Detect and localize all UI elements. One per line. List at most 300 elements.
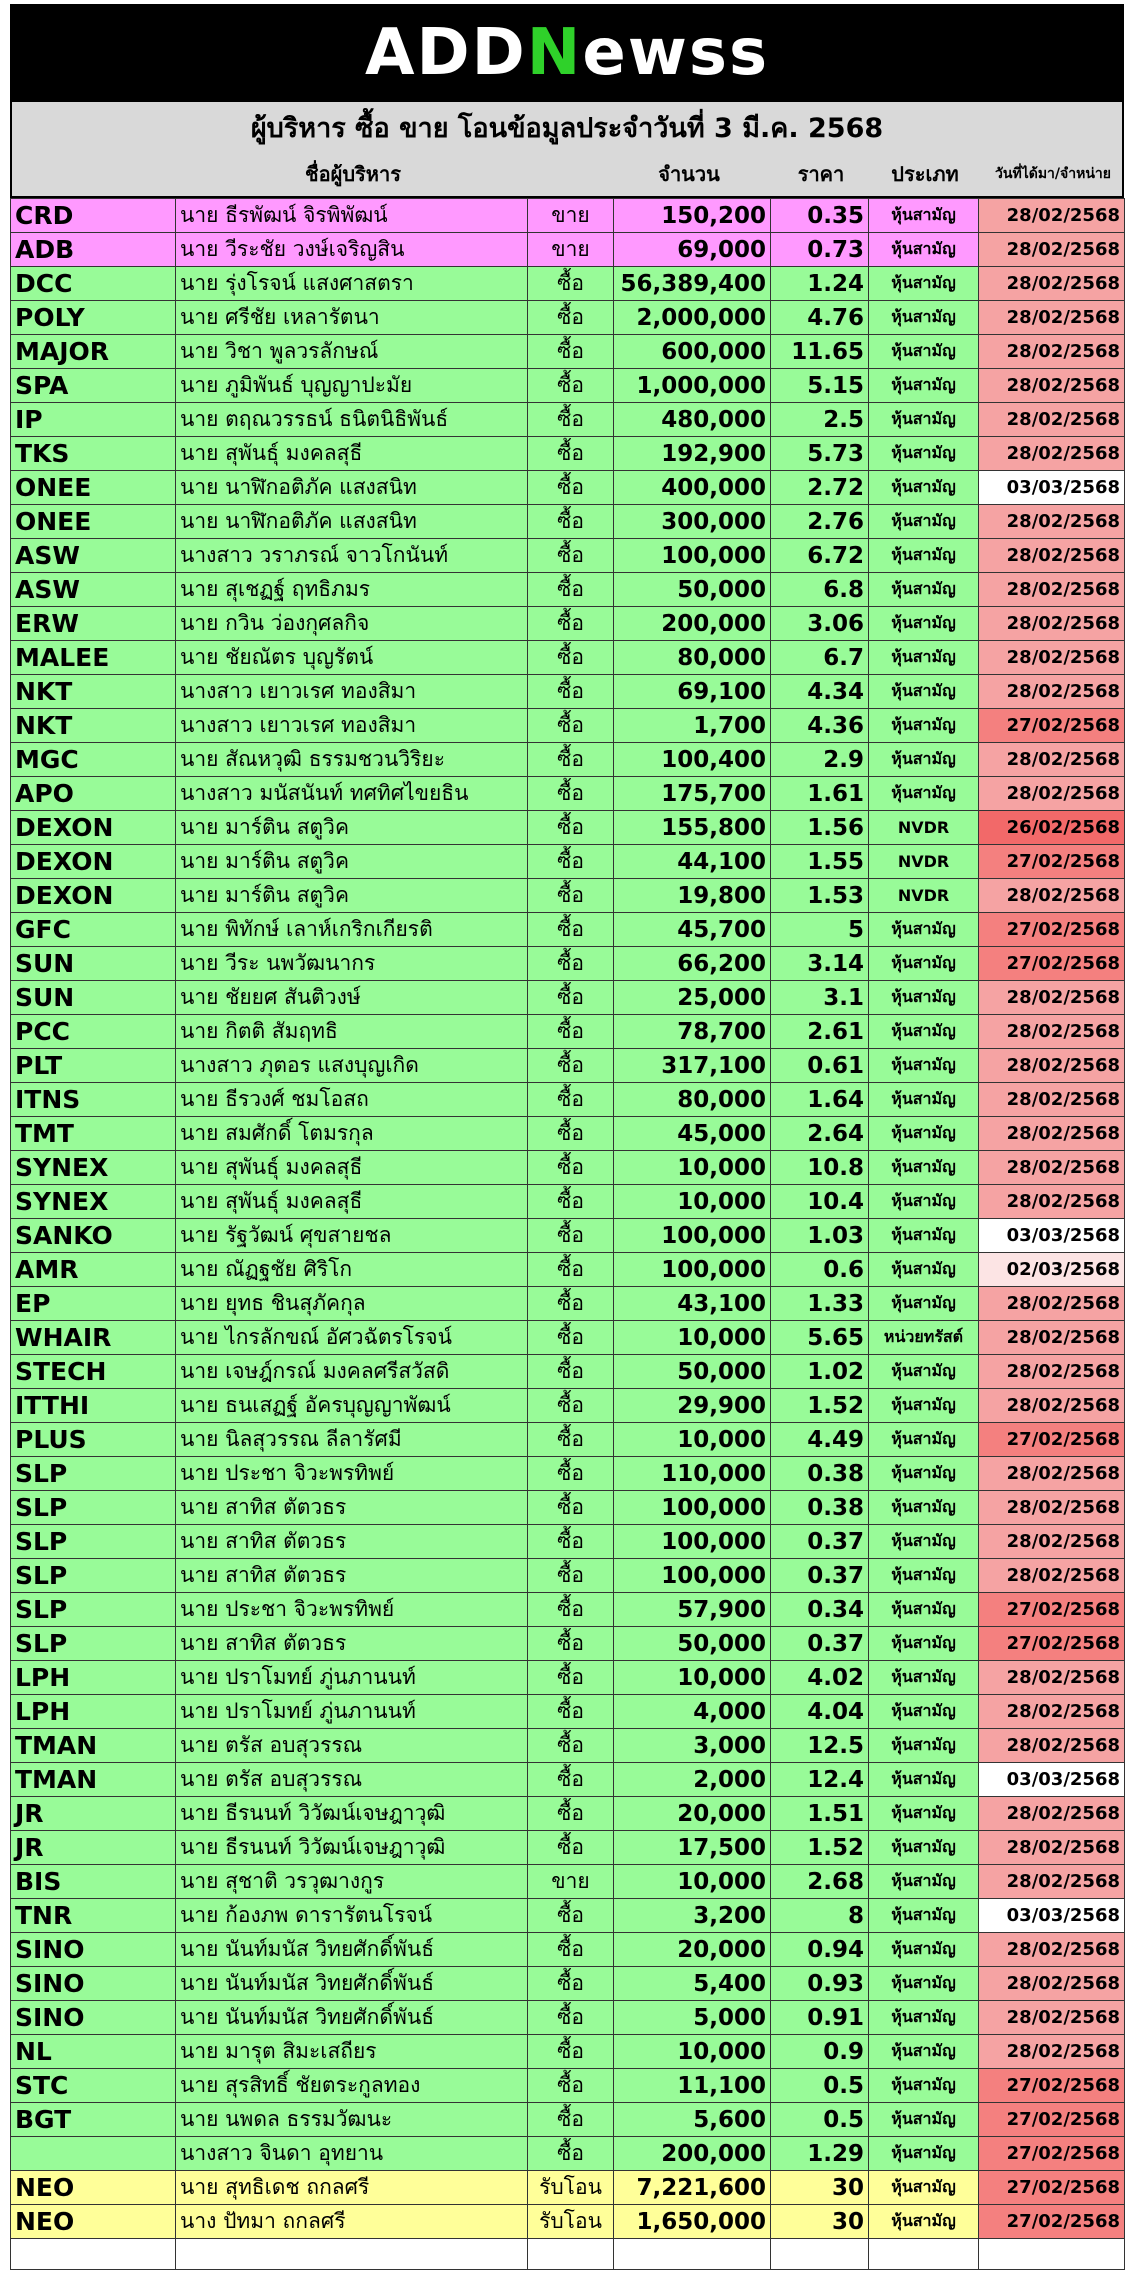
table-row	[11, 1219, 1125, 1253]
action-cell: ซื้อ	[528, 1797, 614, 1831]
executive-name-cell: นางสาว วราภรณ์ จาวโกนันท์	[176, 539, 528, 573]
executive-name-cell: นาย ชัยณัตร บุญรัตน์	[176, 641, 528, 675]
volume-cell: 1,650,000	[614, 2205, 771, 2239]
volume-cell: 192,900	[614, 437, 771, 471]
executive-name-cell: นาย พิทักษ์ เลาห์เกริกเกียรติ	[176, 913, 528, 947]
action-cell: ซื้อ	[528, 1729, 614, 1763]
volume-cell: 5,000	[614, 2001, 771, 2035]
col-date-header: วันที่ได้มา/จำหน่าย	[995, 166, 1111, 182]
security-type-cell: หุ้นสามัญ	[869, 743, 979, 777]
security-type-cell: หุ้นสามัญ	[869, 1763, 979, 1797]
trade-date-cell: 28/02/2568	[979, 1967, 1125, 2001]
price-cell: 1.02	[771, 1355, 869, 1389]
executive-name-cell: นาย ศรีชัย เหลารัตนา	[176, 301, 528, 335]
trade-date-cell: 27/02/2568	[979, 2171, 1125, 2205]
price-cell: 10.4	[771, 1185, 869, 1219]
security-type-cell: หุ้นสามัญ	[869, 2103, 979, 2137]
symbol-cell: JR	[11, 1797, 176, 1831]
volume-cell: 100,400	[614, 743, 771, 777]
trade-date-cell: 28/02/2568	[979, 1525, 1125, 1559]
price-cell: 1.64	[771, 1083, 869, 1117]
table-row	[11, 879, 1125, 913]
symbol-cell: STC	[11, 2069, 176, 2103]
trade-date-cell: 28/02/2568	[979, 1117, 1125, 1151]
security-type-cell: หุ้นสามัญ	[869, 1185, 979, 1219]
symbol-cell: PLT	[11, 1049, 176, 1083]
security-type-cell: หุ้นสามัญ	[869, 777, 979, 811]
action-cell: ซื้อ	[528, 913, 614, 947]
volume-cell: 10,000	[614, 1151, 771, 1185]
table-row	[11, 709, 1125, 743]
price-cell: 4.76	[771, 301, 869, 335]
volume-cell: 480,000	[614, 403, 771, 437]
action-cell: ซื้อ	[528, 1117, 614, 1151]
security-type-cell: NVDR	[869, 811, 979, 845]
volume-cell: 110,000	[614, 1457, 771, 1491]
table-row	[11, 1321, 1125, 1355]
price-cell: 0.61	[771, 1049, 869, 1083]
executive-name-cell: นาย ธีรวงศ์ ชมโอสถ	[176, 1083, 528, 1117]
price-cell: 0.5	[771, 2069, 869, 2103]
volume-cell: 4,000	[614, 1695, 771, 1729]
security-type-cell: หุ้นสามัญ	[869, 1899, 979, 1933]
volume-cell: 2,000	[614, 1763, 771, 1797]
trade-date-cell: 28/02/2568	[979, 301, 1125, 335]
symbol-cell: WHAIR	[11, 1321, 176, 1355]
symbol-cell: SLP	[11, 1525, 176, 1559]
symbol-cell: ASW	[11, 539, 176, 573]
table-row	[11, 267, 1125, 301]
trade-date-cell: 28/02/2568	[979, 199, 1125, 233]
executive-name-cell: นาย มาร์ติน สตูวิค	[176, 845, 528, 879]
symbol-cell: ADB	[11, 233, 176, 267]
price-cell: 1.03	[771, 1219, 869, 1253]
table-row	[11, 1151, 1125, 1185]
executive-name-cell: นาย ก้องภพ ดารารัตนโรจน์	[176, 1899, 528, 1933]
table-row	[11, 2103, 1125, 2137]
price-cell: 1.55	[771, 845, 869, 879]
symbol-cell: NKT	[11, 675, 176, 709]
price-cell	[771, 2239, 869, 2270]
executive-name-cell: นาย สาทิส ตัตวธร	[176, 1559, 528, 1593]
table-row	[11, 1729, 1125, 1763]
price-cell: 2.68	[771, 1865, 869, 1899]
col-volume-header: จำนวน	[658, 162, 720, 186]
security-type-cell: หุ้นสามัญ	[869, 539, 979, 573]
security-type-cell: หุ้นสามัญ	[869, 1083, 979, 1117]
security-type-cell: หุ้นสามัญ	[869, 641, 979, 675]
table-row	[11, 2205, 1125, 2239]
trade-date-cell: 28/02/2568	[979, 777, 1125, 811]
price-cell: 12.5	[771, 1729, 869, 1763]
volume-cell: 7,221,600	[614, 2171, 771, 2205]
symbol-cell: ONEE	[11, 505, 176, 539]
trade-date-cell: 28/02/2568	[979, 1695, 1125, 1729]
action-cell: ซื้อ	[528, 369, 614, 403]
executive-name-cell: นาย ประชา จิวะพรทิพย์	[176, 1593, 528, 1627]
security-type-cell: หุ้นสามัญ	[869, 1219, 979, 1253]
table-row	[11, 981, 1125, 1015]
volume-cell: 5,600	[614, 2103, 771, 2137]
security-type-cell: หุ้นสามัญ	[869, 1695, 979, 1729]
executive-name-cell: นาย มาร์ติน สตูวิค	[176, 879, 528, 913]
trade-date-cell: 28/02/2568	[979, 743, 1125, 777]
trade-date-cell: 27/02/2568	[979, 2137, 1125, 2171]
trade-date-cell: 28/02/2568	[979, 1661, 1125, 1695]
price-cell: 0.6	[771, 1253, 869, 1287]
security-type-cell: หุ้นสามัญ	[869, 1729, 979, 1763]
security-type-cell: หุ้นสามัญ	[869, 1253, 979, 1287]
price-cell: 6.72	[771, 539, 869, 573]
symbol-cell: ERW	[11, 607, 176, 641]
symbol-cell: SUN	[11, 981, 176, 1015]
volume-cell: 19,800	[614, 879, 771, 913]
symbol-cell: TMAN	[11, 1763, 176, 1797]
table-row	[11, 301, 1125, 335]
table-row	[11, 1015, 1125, 1049]
action-cell: ขาย	[528, 233, 614, 267]
action-cell: ซื้อ	[528, 267, 614, 301]
price-cell: 0.93	[771, 1967, 869, 2001]
security-type-cell: NVDR	[869, 845, 979, 879]
price-cell: 30	[771, 2205, 869, 2239]
table-row	[11, 1763, 1125, 1797]
table-row	[11, 1695, 1125, 1729]
action-cell: ซื้อ	[528, 947, 614, 981]
table-row	[11, 1457, 1125, 1491]
security-type-cell: หุ้นสามัญ	[869, 267, 979, 301]
volume-cell: 29,900	[614, 1389, 771, 1423]
security-type-cell: หุ้นสามัญ	[869, 1457, 979, 1491]
price-cell: 30	[771, 2171, 869, 2205]
table-row	[11, 2069, 1125, 2103]
executive-name-cell: นาย วีระ นพวัฒนากร	[176, 947, 528, 981]
trade-date-cell: 28/02/2568	[979, 1457, 1125, 1491]
symbol-cell: PCC	[11, 1015, 176, 1049]
price-cell: 1.52	[771, 1831, 869, 1865]
volume-cell: 20,000	[614, 1797, 771, 1831]
trade-date-cell: 28/02/2568	[979, 335, 1125, 369]
price-cell: 0.37	[771, 1627, 869, 1661]
table-row	[11, 369, 1125, 403]
trade-date-cell: 28/02/2568	[979, 1083, 1125, 1117]
trade-date-cell: 28/02/2568	[979, 233, 1125, 267]
volume-cell: 200,000	[614, 2137, 771, 2171]
executive-name-cell: นาย สาทิส ตัตวธร	[176, 1627, 528, 1661]
price-cell: 1.51	[771, 1797, 869, 1831]
trade-date-cell: 28/02/2568	[979, 573, 1125, 607]
trade-date-cell: 28/02/2568	[979, 641, 1125, 675]
executive-name-cell: นาย ณัฏฐชัย ศิริโก	[176, 1253, 528, 1287]
action-cell: ซื้อ	[528, 777, 614, 811]
executive-name-cell: นางสาว เยาวเรศ ทองสิมา	[176, 675, 528, 709]
price-cell: 6.7	[771, 641, 869, 675]
volume-cell: 57,900	[614, 1593, 771, 1627]
price-cell: 0.94	[771, 1933, 869, 1967]
symbol-cell: BGT	[11, 2103, 176, 2137]
executive-name-cell: นาย ธนเสฏฐ์ อัครบุญญาพัฒน์	[176, 1389, 528, 1423]
trade-date-cell: 28/02/2568	[979, 1865, 1125, 1899]
executive-name-cell: นาย รุ่งโรจน์ แสงศาสตรา	[176, 267, 528, 301]
table-row	[11, 1049, 1125, 1083]
security-type-cell	[869, 2239, 979, 2270]
table-row	[11, 641, 1125, 675]
trade-date-cell: 28/02/2568	[979, 1321, 1125, 1355]
volume-cell: 400,000	[614, 471, 771, 505]
symbol-cell: DEXON	[11, 811, 176, 845]
executive-name-cell: นาย นพดล ธรรมวัฒนะ	[176, 2103, 528, 2137]
table-row	[11, 1627, 1125, 1661]
security-type-cell: หุ้นสามัญ	[869, 335, 979, 369]
volume-cell: 44,100	[614, 845, 771, 879]
col-type-header: ประเภท	[891, 162, 959, 186]
executive-name-cell: นาย สุชาติ วรวุฒางกูร	[176, 1865, 528, 1899]
symbol-cell: TMT	[11, 1117, 176, 1151]
trade-date-cell: 03/03/2568	[979, 1899, 1125, 1933]
volume-cell: 10,000	[614, 1185, 771, 1219]
table-row	[11, 1253, 1125, 1287]
security-type-cell: หุ้นสามัญ	[869, 2137, 979, 2171]
symbol-cell: IP	[11, 403, 176, 437]
symbol-cell: TMAN	[11, 1729, 176, 1763]
price-cell: 5.15	[771, 369, 869, 403]
price-cell: 0.73	[771, 233, 869, 267]
security-type-cell: หุ้นสามัญ	[869, 981, 979, 1015]
price-cell: 5.65	[771, 1321, 869, 1355]
price-cell: 8	[771, 1899, 869, 1933]
symbol-cell: SANKO	[11, 1219, 176, 1253]
symbol-cell: APO	[11, 777, 176, 811]
symbol-cell: JR	[11, 1831, 176, 1865]
trade-date-cell: 27/02/2568	[979, 1423, 1125, 1457]
executive-name-cell: นาย ชัยยศ สันติวงษ์	[176, 981, 528, 1015]
trade-date-cell: 27/02/2568	[979, 845, 1125, 879]
executive-name-cell: นาย ประชา จิวะพรทิพย์	[176, 1457, 528, 1491]
action-cell: ซื้อ	[528, 1287, 614, 1321]
symbol-cell: MAJOR	[11, 335, 176, 369]
action-cell: ซื้อ	[528, 539, 614, 573]
table-row	[11, 1559, 1125, 1593]
security-type-cell: หุ้นสามัญ	[869, 369, 979, 403]
trade-date-cell: 28/02/2568	[979, 1389, 1125, 1423]
volume-cell: 3,000	[614, 1729, 771, 1763]
trade-date-cell: 28/02/2568	[979, 981, 1125, 1015]
trade-date-cell: 28/02/2568	[979, 1797, 1125, 1831]
executive-name-cell: นาย สุทธิเดช ถกลศรี	[176, 2171, 528, 2205]
symbol-cell: PLUS	[11, 1423, 176, 1457]
table-row	[11, 199, 1125, 233]
volume-cell: 200,000	[614, 607, 771, 641]
action-cell: ขาย	[528, 199, 614, 233]
trade-date-cell: 28/02/2568	[979, 267, 1125, 301]
trade-date-cell: 28/02/2568	[979, 1151, 1125, 1185]
trade-date-cell: 28/02/2568	[979, 437, 1125, 471]
table-row	[11, 845, 1125, 879]
price-cell: 11.65	[771, 335, 869, 369]
table-row	[11, 1593, 1125, 1627]
action-cell: ซื้อ	[528, 2035, 614, 2069]
executive-name-cell: นาง ปัทมา ถกลศรี	[176, 2205, 528, 2239]
volume-cell: 43,100	[614, 1287, 771, 1321]
trade-date-cell: 03/03/2568	[979, 1219, 1125, 1253]
price-cell: 4.36	[771, 709, 869, 743]
volume-cell: 10,000	[614, 1423, 771, 1457]
table-row	[11, 1967, 1125, 2001]
action-cell: ซื้อ	[528, 675, 614, 709]
symbol-cell: SLP	[11, 1559, 176, 1593]
security-type-cell: หุ้นสามัญ	[869, 2171, 979, 2205]
table-row	[11, 233, 1125, 267]
table-row	[11, 1525, 1125, 1559]
executive-name-cell	[176, 2239, 528, 2270]
volume-cell: 10,000	[614, 1865, 771, 1899]
security-type-cell: หุ้นสามัญ	[869, 1117, 979, 1151]
executive-name-cell: นาย ไกรลักขณ์ อัศวฉัตรโรจน์	[176, 1321, 528, 1355]
table-row	[11, 1661, 1125, 1695]
executive-name-cell: นาย สุรสิทธิ์ ชัยตระกูลทอง	[176, 2069, 528, 2103]
security-type-cell: หุ้นสามัญ	[869, 913, 979, 947]
volume-cell: 45,000	[614, 1117, 771, 1151]
trade-date-cell: 26/02/2568	[979, 811, 1125, 845]
action-cell: ซื้อ	[528, 403, 614, 437]
price-cell: 0.37	[771, 1559, 869, 1593]
table-row	[11, 947, 1125, 981]
volume-cell: 25,000	[614, 981, 771, 1015]
executive-name-cell: นาย นิลสุวรรณ ลีลารัศมี	[176, 1423, 528, 1457]
action-cell: ซื้อ	[528, 811, 614, 845]
volume-cell: 10,000	[614, 1661, 771, 1695]
price-cell: 1.53	[771, 879, 869, 913]
executive-name-cell: นาย มาร์ติน สตูวิค	[176, 811, 528, 845]
volume-cell: 100,000	[614, 1559, 771, 1593]
volume-cell: 175,700	[614, 777, 771, 811]
trade-date-cell: 28/02/2568	[979, 539, 1125, 573]
symbol-cell: NEO	[11, 2205, 176, 2239]
price-cell: 1.61	[771, 777, 869, 811]
action-cell: ซื้อ	[528, 1389, 614, 1423]
table-row	[11, 777, 1125, 811]
volume-cell: 56,389,400	[614, 267, 771, 301]
volume-cell: 150,200	[614, 199, 771, 233]
volume-cell: 20,000	[614, 1933, 771, 1967]
volume-cell: 100,000	[614, 1491, 771, 1525]
symbol-cell: NKT	[11, 709, 176, 743]
symbol-cell: NL	[11, 2035, 176, 2069]
executive-name-cell: นางสาว มนัสนันท์ ทศทิศไขยธิน	[176, 777, 528, 811]
trade-date-cell: 28/02/2568	[979, 1287, 1125, 1321]
security-type-cell: หุ้นสามัญ	[869, 1967, 979, 2001]
trade-date-cell: 28/02/2568	[979, 607, 1125, 641]
security-type-cell: หุ้นสามัญ	[869, 1389, 979, 1423]
trade-date-cell: 27/02/2568	[979, 2069, 1125, 2103]
executive-name-cell: นาย รัฐวัฒน์ ศุขสายชล	[176, 1219, 528, 1253]
symbol-cell: SINO	[11, 2001, 176, 2035]
price-cell: 4.34	[771, 675, 869, 709]
executive-name-cell: นาย สุพันธุ์ มงคลสุธี	[176, 1185, 528, 1219]
action-cell: ซื้อ	[528, 2137, 614, 2171]
executive-name-cell: นาย ปราโมทย์ ภู่นภานนท์	[176, 1695, 528, 1729]
security-type-cell: หุ้นสามัญ	[869, 1627, 979, 1661]
trade-date-cell: 28/02/2568	[979, 1185, 1125, 1219]
table-row	[11, 1899, 1125, 1933]
executive-name-cell: นางสาว เยาวเรศ ทองสิมา	[176, 709, 528, 743]
action-cell: ซื้อ	[528, 1933, 614, 1967]
action-cell: ซื้อ	[528, 1763, 614, 1797]
table-row	[11, 2171, 1125, 2205]
security-type-cell: หุ้นสามัญ	[869, 1559, 979, 1593]
price-cell: 5.73	[771, 437, 869, 471]
action-cell: ซื้อ	[528, 743, 614, 777]
action-cell: ซื้อ	[528, 1525, 614, 1559]
security-type-cell: หุ้นสามัญ	[869, 1797, 979, 1831]
action-cell: ซื้อ	[528, 1423, 614, 1457]
volume-cell: 1,000,000	[614, 369, 771, 403]
volume-cell: 3,200	[614, 1899, 771, 1933]
trade-date-cell: 28/02/2568	[979, 879, 1125, 913]
action-cell: ซื้อ	[528, 1695, 614, 1729]
executive-name-cell: นาย วีระชัย วงษ์เจริญสิน	[176, 233, 528, 267]
volume-cell: 78,700	[614, 1015, 771, 1049]
action-cell: ซื้อ	[528, 1457, 614, 1491]
table-body	[11, 199, 1125, 2270]
price-cell: 0.34	[771, 1593, 869, 1627]
table-row	[11, 1831, 1125, 1865]
security-type-cell: หุ้นสามัญ	[869, 1525, 979, 1559]
security-type-cell: หน่วยทรัสต์	[869, 1321, 979, 1355]
price-cell: 0.38	[771, 1491, 869, 1525]
trade-date-cell: 27/02/2568	[979, 947, 1125, 981]
action-cell: ซื้อ	[528, 437, 614, 471]
executive-name-cell: นาย สุเชฏฐ์ ฤทธิภมร	[176, 573, 528, 607]
price-cell: 10.8	[771, 1151, 869, 1185]
volume-cell: 50,000	[614, 1355, 771, 1389]
table-row	[11, 1117, 1125, 1151]
table-row	[11, 2001, 1125, 2035]
executive-name-cell: นาย กวิน ว่องกุศลกิจ	[176, 607, 528, 641]
volume-cell: 100,000	[614, 1525, 771, 1559]
symbol-cell: SYNEX	[11, 1185, 176, 1219]
action-cell: ซื้อ	[528, 2001, 614, 2035]
symbol-cell: SYNEX	[11, 1151, 176, 1185]
executive-name-cell: นางสาว จินดา อุทยาน	[176, 2137, 528, 2171]
executive-name-cell: นาย กิตติ สัมฤทธิ	[176, 1015, 528, 1049]
security-type-cell: หุ้นสามัญ	[869, 233, 979, 267]
price-cell: 4.02	[771, 1661, 869, 1695]
action-cell: ซื้อ	[528, 1185, 614, 1219]
trade-date-cell: 28/02/2568	[979, 369, 1125, 403]
action-cell: ซื้อ	[528, 1151, 614, 1185]
symbol-cell: CRD	[11, 199, 176, 233]
executive-name-cell: นาย ตฤณวรรธน์ ธนิตนิธิพันธ์	[176, 403, 528, 437]
table-row	[11, 743, 1125, 777]
security-type-cell: หุ้นสามัญ	[869, 1491, 979, 1525]
price-cell: 4.04	[771, 1695, 869, 1729]
action-cell: ซื้อ	[528, 1967, 614, 2001]
table-row	[11, 1185, 1125, 1219]
price-cell: 2.72	[771, 471, 869, 505]
trade-date-cell: 28/02/2568	[979, 505, 1125, 539]
symbol-cell	[11, 2239, 176, 2270]
table-row	[11, 1423, 1125, 1457]
volume-cell	[614, 2239, 771, 2270]
security-type-cell: หุ้นสามัญ	[869, 1015, 979, 1049]
action-cell: ซื้อ	[528, 879, 614, 913]
price-cell: 3.06	[771, 607, 869, 641]
trade-date-cell: 28/02/2568	[979, 1831, 1125, 1865]
security-type-cell: หุ้นสามัญ	[869, 1933, 979, 1967]
security-type-cell: หุ้นสามัญ	[869, 403, 979, 437]
insider-trades-table	[10, 198, 1125, 2270]
